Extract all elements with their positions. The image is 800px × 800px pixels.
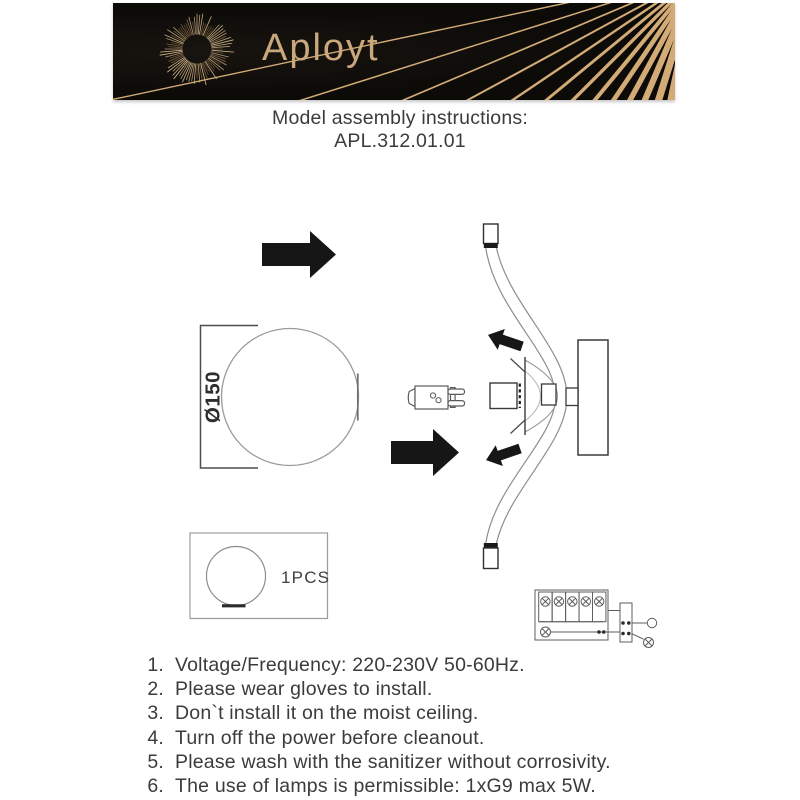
step-arrow-top-icon (262, 231, 336, 278)
list-item (142, 750, 611, 774)
wiring-diagram (535, 590, 657, 648)
sunburst-logo-icon (160, 14, 234, 85)
list-item (142, 774, 611, 798)
list-item (142, 701, 611, 725)
item-number: 5. (147, 750, 164, 773)
insert-arrow-bottom-icon (482, 438, 523, 471)
sphere-part (207, 547, 266, 606)
dimension-label: Ø150 (201, 370, 225, 424)
brand-banner (113, 3, 675, 100)
item-text: Please wash with the sanitizer without corrosivity. (175, 750, 611, 773)
parts-box (190, 533, 330, 619)
model-number: APL.312.01.01 (334, 129, 466, 152)
item-text: Turn off the power before cleanout. (175, 726, 485, 749)
item-number: 3. (147, 702, 164, 725)
socket-collar (542, 384, 557, 405)
title-block (0, 107, 800, 152)
junction-circle (647, 618, 656, 627)
socket-housing (490, 383, 517, 409)
lamp-side-view (484, 224, 609, 569)
step-arrow-bottom-icon (391, 429, 459, 476)
g9-bulb-icon (408, 386, 464, 409)
list-item (142, 653, 611, 677)
item-number: 4. (147, 726, 164, 749)
assembly-diagram (0, 200, 800, 655)
dimension-annotation (201, 326, 259, 469)
glass-sphere-view (222, 329, 359, 466)
page-title: Model assembly instructions: (272, 107, 528, 129)
item-text: The use of lamps is permissible: 1xG9 max 5W. (175, 775, 596, 798)
item-text: Don`t install it on the moist ceiling. (175, 702, 479, 725)
item-number: 1. (147, 654, 164, 676)
parts-count-label: 1PCS (281, 568, 331, 587)
plate-connector (566, 388, 578, 406)
banner-decoration (113, 3, 675, 100)
instruction-list (142, 653, 611, 798)
brand-wordmark: Aployt (262, 27, 380, 69)
item-number: 2. (147, 678, 164, 701)
item-number: 6. (147, 775, 164, 798)
list-item (142, 677, 611, 701)
item-text: Voltage/Frequency: 220-230V 50-60Hz. (175, 654, 525, 676)
list-item (142, 726, 611, 750)
lamp-symbols (539, 592, 654, 648)
insert-arrow-top-icon (484, 324, 525, 357)
wall-plate (578, 340, 608, 455)
item-text: Please wear gloves to install. (175, 678, 433, 701)
